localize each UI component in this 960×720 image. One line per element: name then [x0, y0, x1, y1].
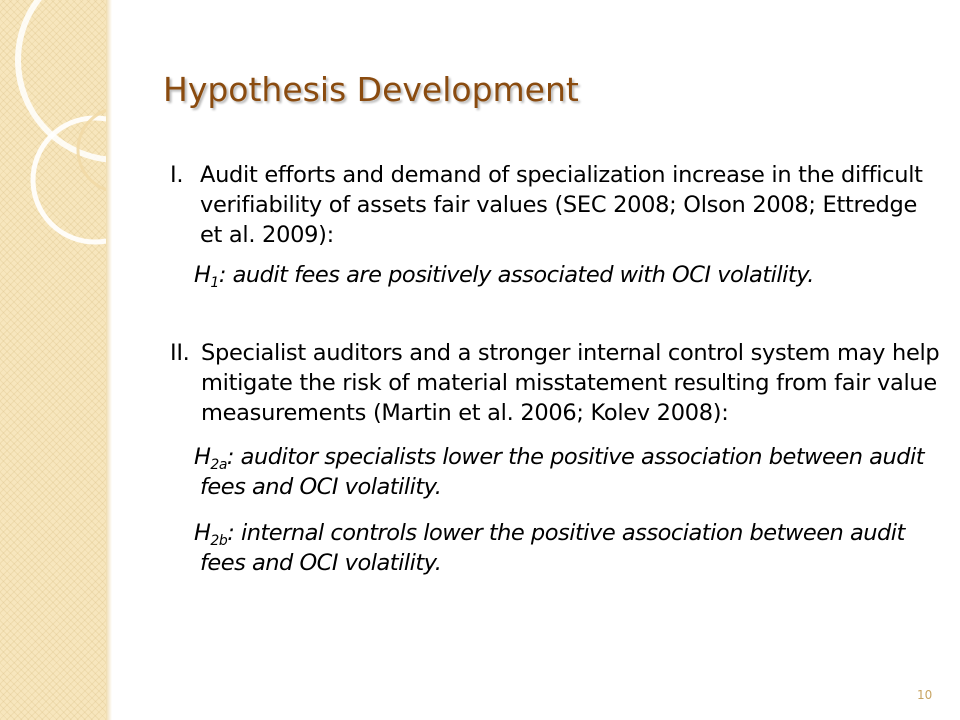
hypothesis-text: : auditor specialists lower the positive association between audit fees and OCI volatility. [200, 444, 925, 500]
hypothesis-h2b [170, 518, 940, 578]
point-text: Specialist auditors and a stronger internal control system may help mitigate the risk of material misstatement resulting from fair value measurements (Martin et al. 2006; Kolev 2008): [201, 340, 940, 426]
point-1 [170, 160, 940, 250]
side-band-edge [106, 0, 112, 720]
hypothesis-symbol: H [194, 262, 211, 288]
slide-title: Hypothesis Development [163, 70, 579, 109]
decorative-side-band [0, 0, 107, 720]
hypothesis-text: : audit fees are positively associated with OCI volatility. [218, 262, 814, 288]
hypothesis-h1 [170, 260, 940, 290]
point-numeral: I. [170, 162, 184, 188]
hypothesis-subscript: 2a [210, 457, 227, 473]
hypothesis-subscript: 2b [210, 533, 228, 549]
page-number: 10 [917, 688, 933, 702]
slide-content [170, 160, 940, 578]
point-text: Audit efforts and demand of specialization increase in the difficult verifiability of assets fair values (SEC 2008; Olson 2008; Ettredge et al. 2009): [200, 162, 923, 248]
decorative-rings-icon [0, 0, 106, 720]
point-2 [170, 338, 940, 428]
hypothesis-text: : internal controls lower the positive association between audit fees and OCI volatility. [200, 520, 905, 576]
point-numeral: II. [170, 340, 190, 366]
hypothesis-subscript: 1 [210, 275, 219, 291]
hypothesis-h2a [170, 442, 940, 502]
hypothesis-symbol: H [194, 520, 211, 546]
hypothesis-symbol: H [194, 444, 211, 470]
spacer [170, 290, 940, 338]
